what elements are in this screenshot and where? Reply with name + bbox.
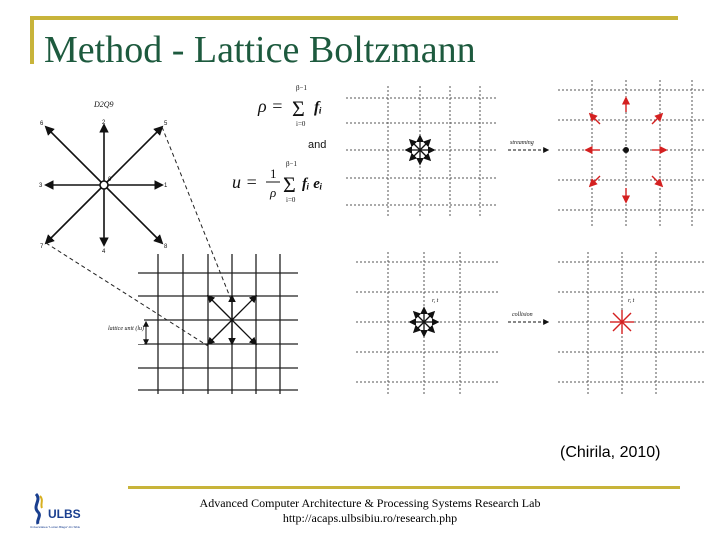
svg-text:Σ: Σ xyxy=(283,172,296,197)
node-number-3: 3 xyxy=(39,183,43,189)
streaming-pre-star xyxy=(406,136,434,164)
svg-text:i=0: i=0 xyxy=(286,196,296,204)
citation: (Chirila, 2010) xyxy=(560,444,661,461)
svg-text:fᵢ eᵢ: fᵢ eᵢ xyxy=(302,176,323,192)
node-number-0: 0 xyxy=(108,177,112,183)
streaming-post-node xyxy=(623,147,629,153)
frame-top-rule xyxy=(30,16,678,20)
density-equation xyxy=(257,84,322,128)
svg-text:β−1: β−1 xyxy=(296,84,308,92)
ulbs-logo xyxy=(28,490,108,530)
node-number-7: 7 xyxy=(40,244,44,250)
node-number-2: 2 xyxy=(102,120,106,126)
svg-text:fᵢ: fᵢ xyxy=(314,99,323,116)
lattice-boltzmann-figure xyxy=(28,78,706,398)
svg-text:ρ: ρ xyxy=(270,185,277,200)
svg-text:β−1: β−1 xyxy=(286,160,298,168)
footer xyxy=(160,496,580,526)
lattice-grid xyxy=(138,254,298,394)
svg-text:u =: u = xyxy=(232,172,258,192)
frame-left-rule xyxy=(30,16,34,64)
velocity-equation xyxy=(232,160,323,204)
node-number-5: 5 xyxy=(164,121,168,127)
and-label: and xyxy=(308,139,327,151)
ulbs-logo-text: ULBS xyxy=(48,507,81,521)
svg-text:Σ: Σ xyxy=(292,96,305,121)
lattice-unit-label: lattice unit (lu) xyxy=(108,326,144,332)
node-number-4: 4 xyxy=(102,249,106,255)
collision-post-position-label: r, t xyxy=(628,298,635,304)
d2q9-star xyxy=(46,125,162,245)
svg-text:i=0: i=0 xyxy=(296,120,306,128)
d2q9-label: D2Q9 xyxy=(94,100,114,109)
collision-pre-grid xyxy=(356,252,498,394)
collision-post-grid xyxy=(558,252,704,394)
frame-bottom-rule xyxy=(128,486,680,489)
collision-pre-position-label: r, t xyxy=(432,298,439,304)
svg-text:ρ =: ρ = xyxy=(258,96,284,116)
zoom-connector-lines xyxy=(46,127,232,346)
slide-title: Method - Lattice Boltzmann xyxy=(44,29,476,71)
node-number-1: 1 xyxy=(164,183,168,189)
collision-pre-star xyxy=(410,308,438,336)
node-number-8: 8 xyxy=(164,244,168,250)
collision-label: collision xyxy=(512,312,533,318)
footer-url[interactable]: http://acaps.ulbsibiu.ro/research.php xyxy=(282,511,458,525)
collision-post-star xyxy=(610,310,634,334)
streaming-post-grid xyxy=(558,80,704,228)
streaming-label: streaming xyxy=(510,140,534,146)
node-number-6: 6 xyxy=(40,121,44,127)
footer-lab-name: Advanced Computer Architecture & Processing Systems Research Lab xyxy=(199,496,541,510)
svg-text:1: 1 xyxy=(270,166,277,181)
ulbs-logo-tagline: Universitatea "Lucian Blaga" din Sibiu xyxy=(30,525,81,529)
